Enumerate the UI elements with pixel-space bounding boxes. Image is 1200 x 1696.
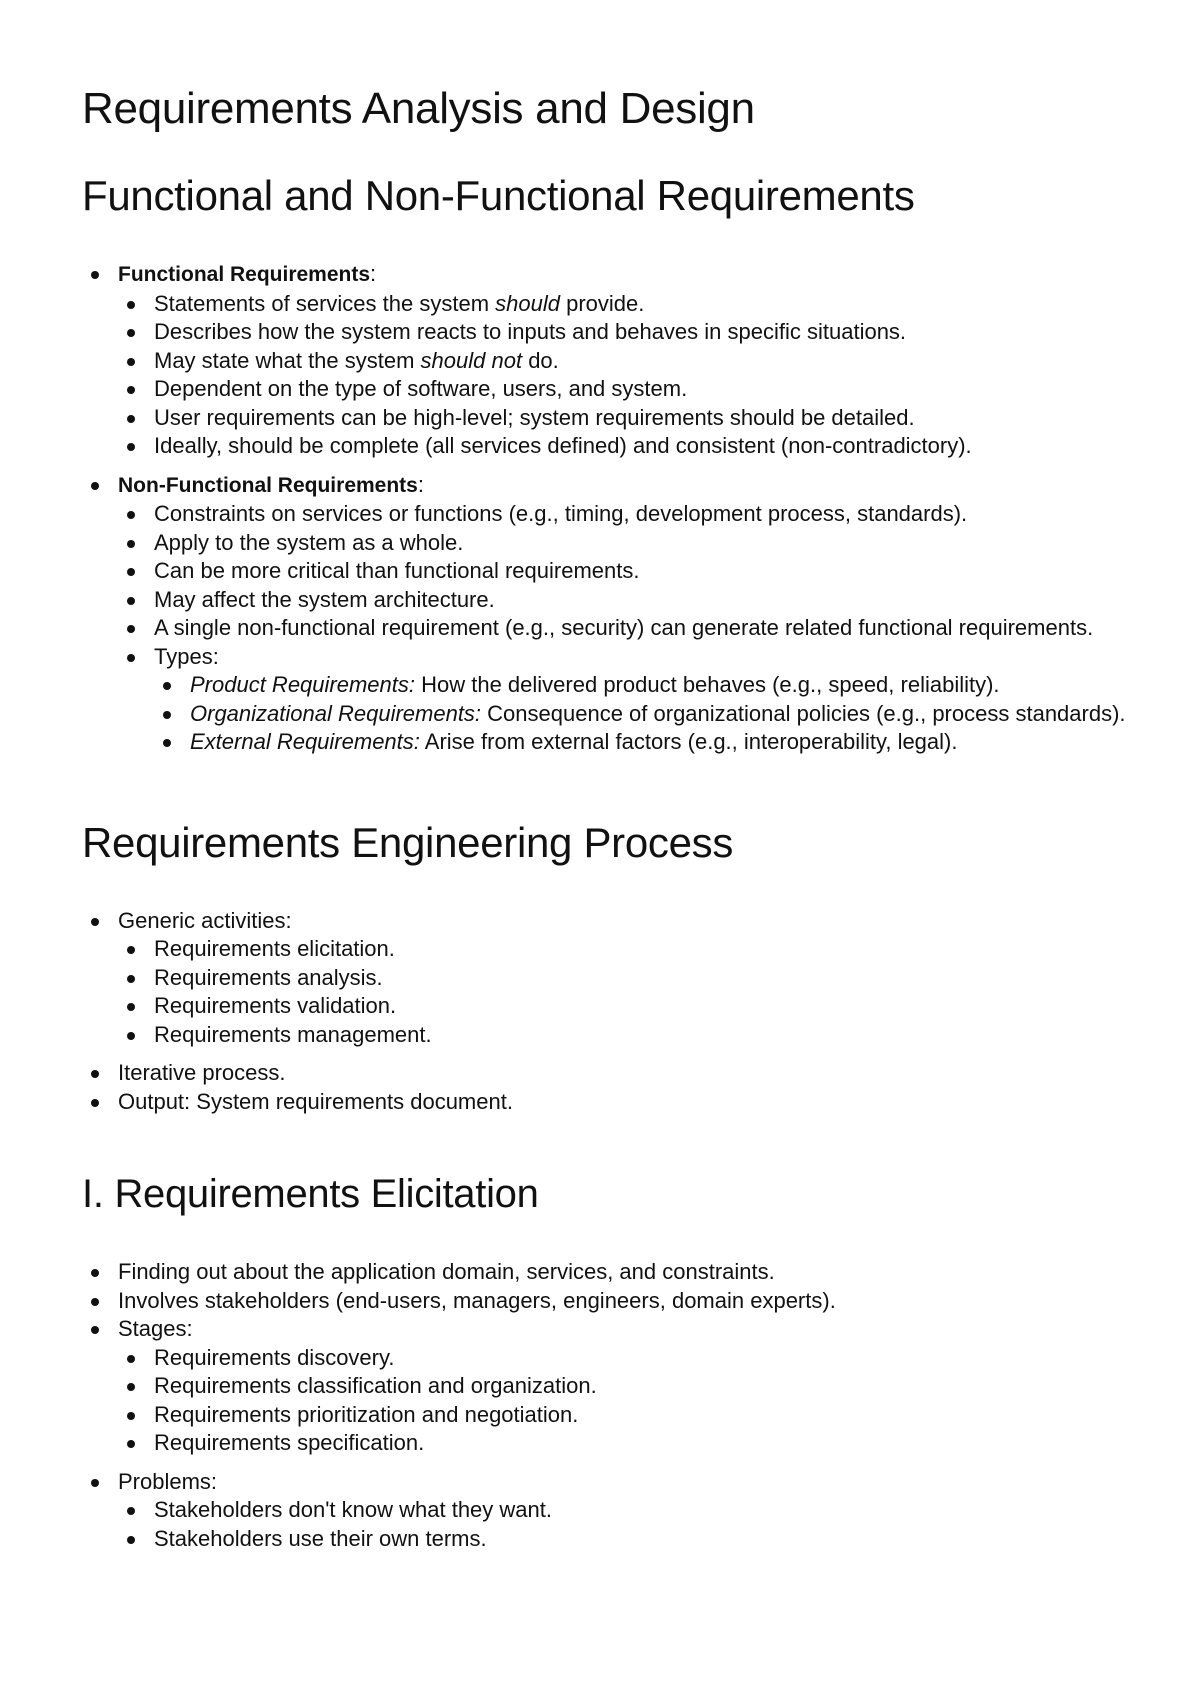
- list-item: [118, 347, 1142, 376]
- list-item-text: Describes how the system reacts to inputs and behaves in specific situations.: [154, 319, 907, 344]
- emphasis-text: should: [495, 290, 560, 316]
- list-item: [118, 500, 1142, 529]
- bullet-icon: [127, 1032, 135, 1040]
- list-item-text: Stakeholders don't know what they want.: [154, 1497, 552, 1522]
- list-item-text: Types:: [154, 643, 219, 669]
- list-item-organizational-requirements: [154, 700, 1142, 729]
- emphasis-text: External Requirements:: [190, 729, 420, 754]
- functional-label: Functional Requirements: [118, 263, 371, 286]
- bullet-icon: [127, 511, 135, 519]
- list-item: [118, 935, 1142, 964]
- list-item-text: Requirements specification.: [154, 1430, 425, 1455]
- list-item-text: Output: System requirements document.: [118, 1088, 513, 1114]
- document-page: [82, 78, 1142, 1553]
- list-item-text: Generic activities:: [118, 907, 292, 933]
- list-item: [118, 1496, 1142, 1525]
- bullet-icon: [127, 443, 135, 451]
- fnf-list: [82, 260, 1142, 757]
- process-list: [82, 907, 1142, 1117]
- bullet-icon: [127, 654, 135, 662]
- list-item: [118, 964, 1142, 993]
- bullet-icon: [91, 1099, 99, 1107]
- list-item: [82, 1059, 1142, 1088]
- list-item: [118, 1372, 1142, 1401]
- list-item-nonfunctional: [82, 471, 1142, 757]
- list-item: [118, 586, 1142, 615]
- list-item: [82, 1258, 1142, 1287]
- list-item-text: Requirements discovery.: [154, 1344, 395, 1370]
- list-item: [118, 1429, 1142, 1458]
- list-item-text: User requirements can be high-level; system requirements should be detailed.: [154, 404, 915, 430]
- list-item-text: do.: [522, 347, 559, 373]
- list-item-text: Arise from external factors (e.g., interoperability, legal).: [419, 729, 958, 754]
- list-item-text: Dependent on the type of software, users, and system.: [154, 376, 688, 401]
- list-item-problems: [82, 1468, 1142, 1554]
- list-item-text: Apply to the system as a whole.: [154, 529, 464, 555]
- nonfunctional-label: Non-Functional Requirements: [118, 473, 418, 497]
- bullet-icon: [127, 1440, 135, 1448]
- document-title: Requirements Analysis and Design: [82, 84, 755, 133]
- list-item: [118, 318, 1142, 347]
- bullet-icon: [163, 739, 171, 747]
- list-item: [118, 529, 1142, 558]
- bullet-icon: [91, 1326, 99, 1334]
- list-item-text: Involves stakeholders (end-users, managers, engineers, domain experts).: [118, 1287, 836, 1313]
- bullet-icon: [91, 482, 99, 490]
- list-item-text: Requirements classification and organization.: [154, 1373, 597, 1398]
- list-item-text: Ideally, should be complete (all services defined) and consistent (non-contradictory).: [154, 433, 972, 458]
- list-item-text: A single non-functional requirement (e.g., security) can generate related functional requirements.: [154, 615, 1094, 640]
- activities-sublist: [118, 935, 1142, 1049]
- list-item-text: Statements of services the system: [154, 290, 496, 316]
- list-item: [118, 557, 1142, 586]
- types-sublist: [154, 671, 1142, 757]
- list-item-text: May state what the system: [154, 347, 421, 373]
- bullet-icon: [127, 386, 135, 394]
- list-item-text: How the delivered product behaves (e.g., speed, reliability).: [415, 672, 1000, 697]
- list-item: [118, 1021, 1142, 1050]
- list-item: [82, 1287, 1142, 1316]
- elicitation-list: [82, 1258, 1142, 1553]
- bullet-icon: [127, 301, 135, 309]
- problems-sublist: [118, 1496, 1142, 1553]
- bullet-icon: [127, 625, 135, 633]
- section-heading-functional-nonfunctional: Functional and Non-Functional Requirements: [82, 172, 915, 219]
- list-item: [118, 614, 1142, 643]
- list-item-external-requirements: [154, 728, 1142, 757]
- list-item: [118, 432, 1142, 461]
- bullet-icon: [91, 1070, 99, 1078]
- bullet-icon: [127, 975, 135, 983]
- list-item-product-requirements: [154, 671, 1142, 700]
- list-item-text: Problems:: [118, 1468, 218, 1494]
- list-item-text: provide.: [559, 290, 645, 316]
- bullet-icon: [127, 1507, 135, 1515]
- bullet-icon: [127, 1355, 135, 1363]
- list-item-text: Requirements analysis.: [154, 964, 383, 990]
- list-item: [118, 1401, 1142, 1430]
- list-item-text: Finding out about the application domain, services, and constraints.: [118, 1259, 775, 1284]
- list-item-text: Iterative process.: [118, 1060, 286, 1085]
- list-item: [118, 1344, 1142, 1373]
- list-item-text: Stages:: [118, 1316, 193, 1341]
- functional-sublist: [118, 290, 1142, 461]
- list-item-functional: [82, 260, 1142, 471]
- list-item-text: Consequence of organizational policies (e.g., process standards).: [481, 700, 1126, 726]
- bullet-icon: [163, 682, 171, 690]
- emphasis-text: Product Requirements:: [190, 672, 415, 697]
- bullet-icon: [127, 415, 135, 423]
- emphasis-text: should not: [420, 347, 523, 373]
- nonfunctional-colon: :: [417, 471, 424, 497]
- bullet-icon: [127, 568, 135, 576]
- section-heading-elicitation: I. Requirements Elicitation: [82, 1172, 539, 1216]
- list-item-types: [118, 643, 1142, 757]
- list-item-text: Requirements elicitation.: [154, 936, 395, 961]
- bullet-icon: [91, 1298, 99, 1306]
- bullet-icon: [127, 540, 135, 548]
- list-item-text: Constraints on services or functions (e.g., timing, development process, standards).: [154, 501, 968, 526]
- bullet-icon: [127, 1383, 135, 1391]
- list-item: [118, 375, 1142, 404]
- bullet-icon: [91, 271, 99, 279]
- list-item: [118, 1525, 1142, 1554]
- bullet-icon: [127, 1003, 135, 1011]
- list-item-text: Requirements validation.: [154, 993, 397, 1018]
- bullet-icon: [127, 358, 135, 366]
- list-item: [82, 1088, 1142, 1117]
- bullet-icon: [127, 597, 135, 605]
- bullet-icon: [127, 946, 135, 954]
- bullet-icon: [91, 1269, 99, 1277]
- bullet-icon: [91, 918, 99, 926]
- list-item: [118, 992, 1142, 1021]
- bullet-icon: [127, 1536, 135, 1544]
- list-item-text: Requirements prioritization and negotiation.: [154, 1401, 579, 1427]
- functional-colon: :: [370, 261, 377, 286]
- list-item-text: May affect the system architecture.: [154, 586, 495, 612]
- bullet-icon: [127, 329, 135, 337]
- stages-sublist: [118, 1344, 1142, 1458]
- bullet-icon: [163, 711, 171, 719]
- list-item: [118, 290, 1142, 319]
- list-item-text: Requirements management.: [154, 1021, 432, 1047]
- section-heading-engineering-process: Requirements Engineering Process: [82, 818, 734, 866]
- nonfunctional-sublist: [118, 500, 1142, 757]
- list-item-text: Stakeholders use their own terms.: [154, 1525, 487, 1551]
- list-item-text: Can be more critical than functional requirements.: [154, 558, 640, 583]
- list-item-stages: [82, 1315, 1142, 1468]
- bullet-icon: [91, 1479, 99, 1487]
- list-item-generic-activities: [82, 907, 1142, 1060]
- emphasis-text: Organizational Requirements:: [190, 700, 482, 726]
- bullet-icon: [127, 1412, 135, 1420]
- list-item: [118, 404, 1142, 433]
